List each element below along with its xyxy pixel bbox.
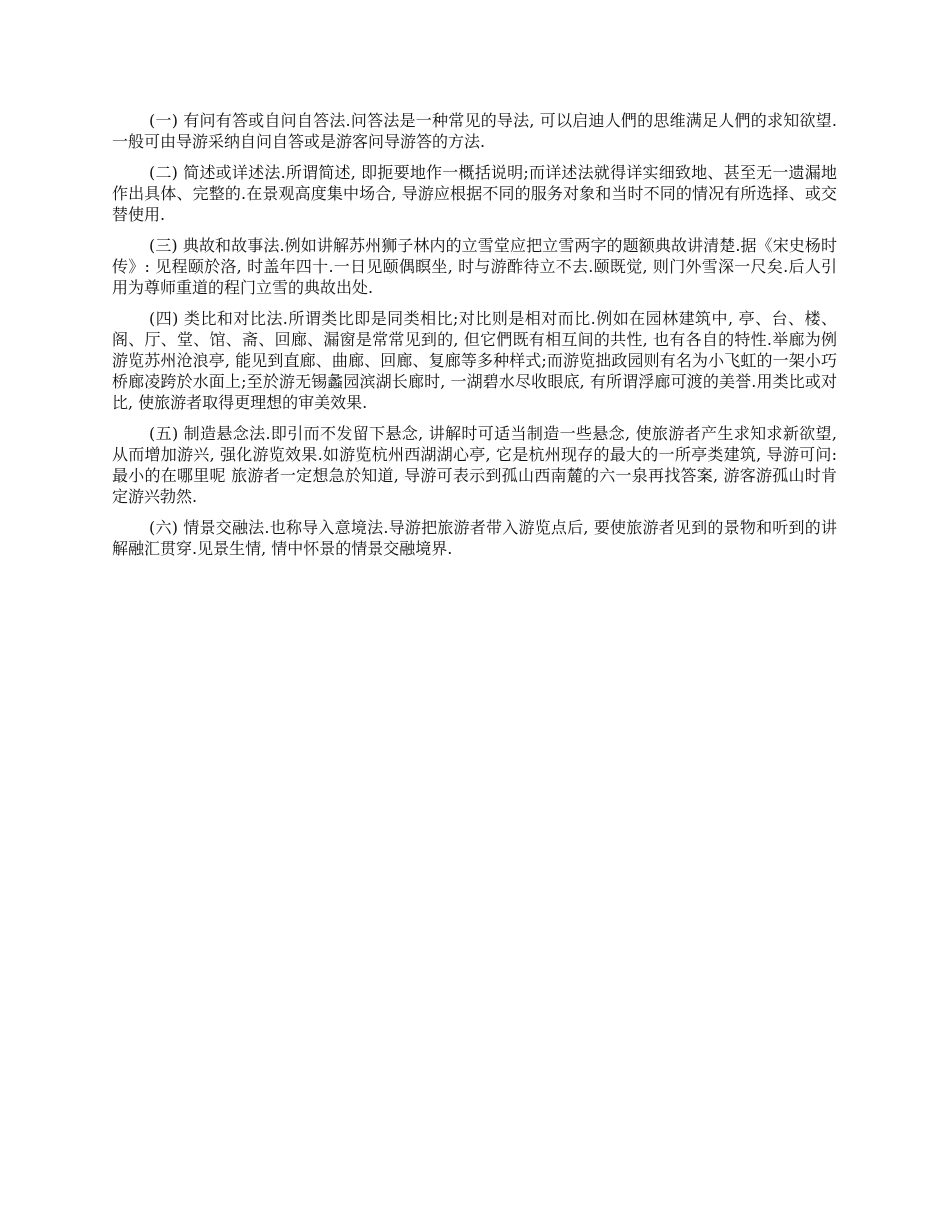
paragraph-brief-detailed-method: (二) 简述或详述法.所谓简述, 即扼要地作一概括说明;而详述法就得详实细致地、甚至无一遗漏地作出具体、完整的.在景观高度集中场合, 导游应根据不同的服务对象和当时不同的情况有所选择、或交替使用. — [112, 163, 837, 224]
paragraph-suspense-method: (五) 制造悬念法.即引而不发留下悬念, 讲解时可适当制造一些悬念, 使旅游者产生求知求新欲望, 从而增加游兴, 强化游览效果.如游览杭州西湖湖心亭, 它是杭州现存的最大的一所亭类建筑, 导游可问: 最小的在哪里呢 旅游者一定想急於知道, 导游可表示到孤山西南麓的六一泉再找答案, 游客游孤山时肯定游兴勃然. — [112, 424, 837, 506]
document-body — [112, 110, 837, 569]
paragraph-scene-emotion-method: (六) 情景交融法.也称导入意境法.导游把旅游者带入游览点后, 要使旅游者见到的景物和听到的讲解融汇贯穿.见景生情, 情中怀景的情景交融境界. — [112, 518, 837, 558]
paragraph-analogy-contrast-method: (四) 类比和对比法.所谓类比即是同类相比;对比则是相对而比.例如在园林建筑中, 亭、台、楼、阁、厅、堂、馆、斋、回廊、漏窗是常常见到的, 但它們既有相互间的共性, 也有各自的特性.举廊为例游览苏州沧浪亭, 能见到直廊、曲廊、回廊、复廊等多种样式;而游览拙政园则有名为小飞虹的一架小巧桥廊凌跨於水面上;至於游无锡蠡园滨湖长廊时, 一湖碧水尽收眼底, 有所谓浮廊可渡的美誉.用类比或对比, 使旅游者取得更理想的审美效果. — [112, 309, 837, 412]
paragraph-allusion-story-method: (三) 典故和故事法.例如讲解苏州狮子林内的立雪堂应把立雪两字的题额典故讲清楚.据《宋史杨时传》: 见程颐於洛, 时盖年四十.一日见颐偶瞑坐, 时与游酢待立不去.颐既觉, 则门外雪深一尺矣.后人引用为尊师重道的程门立雪的典故出处. — [112, 236, 837, 297]
paragraph-question-answer-method: (一) 有问有答或自问自答法.问答法是一种常见的导法, 可以启迪人們的思维满足人們的求知欲望.一般可由导游采纳自问自答或是游客问导游答的方法. — [112, 111, 837, 151]
